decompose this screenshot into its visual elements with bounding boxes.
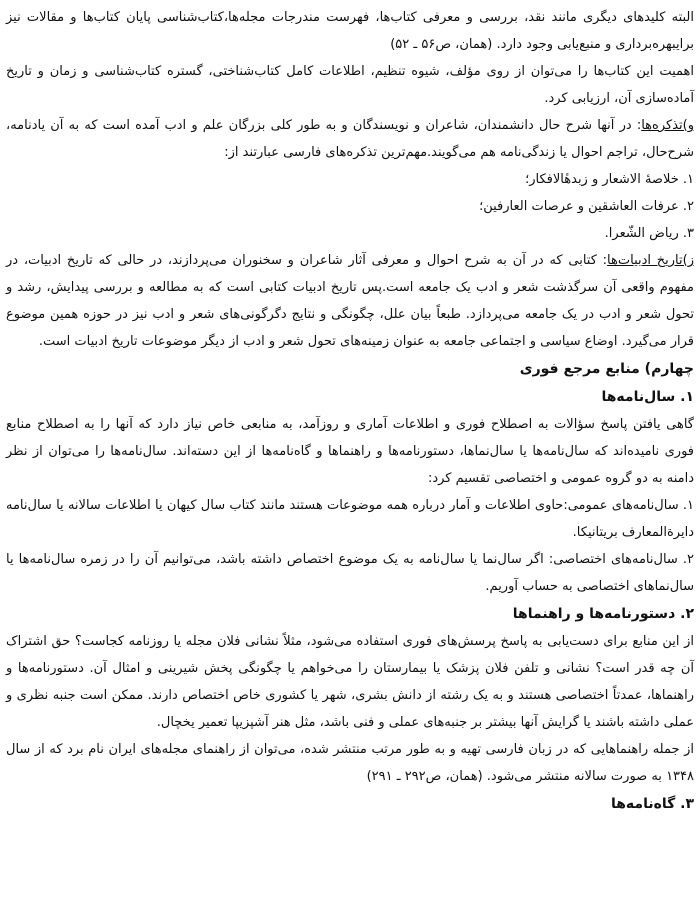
list-item: ۳. ریاض الشّعرا.: [604, 226, 694, 241]
section-heading: چهارم) منابع مرجع فوری: [519, 361, 694, 377]
paragraph-general-yearbooks: ۱. سال‌نامه‌های عمومی:حاوی اطلاعات و آمار درباره همه موضوعات هستند مانند کتاب سال کیهان یا اطلاعات سالانه یا سال‌نامه دایرةالمعارف بریتانیکا.: [6, 498, 694, 540]
literary-history-label: ز)تاریخ ادبیات‌ها: [607, 253, 694, 268]
paragraph-importance: اهمیت این کتاب‌ها را می‌توان از روی مؤلف، شیوه تنظیم، اطلاعات کامل کتاب‌شناختی، گستره کتاب‌شناسی و زمان و تاریخ آماده‌سازی آن، ارزیابی کرد.: [6, 64, 694, 106]
document-page: [6, 0, 694, 818]
literary-history-text: : کتابی که در آن به شرح احوال و معرفی آثار شاعران و سخنوران می‌پردازند، در حالی که تاریخ ادبیات، در مفهوم واقعی آن سرگذشت شعر و ادب یک جامعه است.پس تاریخ ادبیات کتابی است که به مطالعه و بررسی پیدایش، رشد و تحول شعر و ادب در یک جامعه می‌پردازد. طبعاً بیان علل، چگونگی و نتایج دگرگونی‌های شعر و ادب نیز در حوزه همین موضوع قرار می‌گیرد. اوضاع سیاسی و اجتماعی جامعه به عنوان زمینه‌های تحول شعر و ادب از دیگر موضوعات تاریخ ادبیات است.: [6, 253, 694, 349]
subsection-heading-yearbooks: ۱. سال‌نامه‌ها: [601, 389, 694, 405]
tazkere-label: و)تذکره‌ها: [641, 118, 694, 133]
paragraph-directories: از این منابع برای دست‌یابی به پاسخ پرسش‌های فوری استفاده می‌شود، مثلاً نشانی فلان مجله یا روزنامه کجاست؟ حق اشتراک آن چه قدر است؟ نشانی و تلفن فلان پزشک یا بیمارستان را می‌خواهم یا چگونگی پخش شیرینی و امثال آن. دستورنامه‌ها و راهنماها، عمدتاً اختصاصی هستند و به یک رشته از دانش بشری، شهر یا کشوری خاص اختصاص دارند. ممکن است جنبه نظری و عملی داشته باشند یا گرایش آنها بیشتر بر جنبه‌های عملی و فنی باشد، مثل هنر آشپزیپا تعمیر یخچال.: [6, 634, 694, 730]
subsection-heading-directories: ۲. دستورنامه‌ها و راهنماها: [512, 606, 694, 622]
list-item: ۲. عرفات العاشقین و عرصات العارفین؛: [479, 199, 694, 214]
paragraph-yearbooks: گاهی یافتن پاسخ سؤالات به اصطلاح فوری و اطلاعات آماری و روزآمد، به منابعی خاص نیاز دارد که آنها را به اصطلاح منابع فوری نامیده‌اند که سال‌نامه‌ها یا سال‌نماها، دستورنامه‌ها و راهنماها و گاه‌نامه‌ها از این دسته‌اند. سال‌نامه‌ها را می‌توان از نظر دامنه به دو گروه عمومی و اختصاصی تقسیم کرد:: [6, 417, 694, 486]
paragraph-tazkere: [6, 112, 694, 166]
paragraph-directories-example: از جمله راهنماهایی که در زبان فارسی تهیه و به طور مرتب منتشر شده، می‌توان از راهنمای مجله‌های ایران نام برد که از سال ۱۳۴۸ به صورت سالانه منتشر می‌شود. (همان، ص۲۹۲ ـ ۲۹۱): [6, 742, 694, 784]
paragraph-special-yearbooks: ۲. سال‌نامه‌های اختصاصی: اگر سال‌نما یا سال‌نامه به یک موضوع اختصاص داشته باشد، می‌توانیم آن را در زمره سال‌نامه‌ها یا سال‌نماهای اختصاصی به حساب آوریم.: [6, 552, 694, 594]
subsection-heading-periodicals: ۳. گاه‌نامه‌ها: [610, 796, 694, 812]
paragraph-indexes: البته کلیدهای دیگری مانند نقد، بررسی و معرفی کتاب‌ها، فهرست مندرجات مجله‌ها،کتاب‌شناسی پایان کتاب‌ها و مقالات نیز برایبهره‌برداری و منبع‌یابی وجود دارد. (همان، ص۵۶ ـ ۵۲): [6, 10, 694, 52]
paragraph-literary-history: [6, 247, 694, 355]
list-item: ۱. خلاصهٔ الاشعار و زبدهٔالافکار؛: [525, 172, 694, 187]
tazkere-text: : در آنها شرح حال دانشمندان، شاعران و نویسندگان و به طور کلی بزرگان علم و ادب آمده است که به آن یادنامه، شرح‌حال، تراجم احوال یا زندگی‌نامه هم می‌گویند.مهم‌ترین تذکره‌های فارسی عبارتند از:: [6, 118, 694, 160]
